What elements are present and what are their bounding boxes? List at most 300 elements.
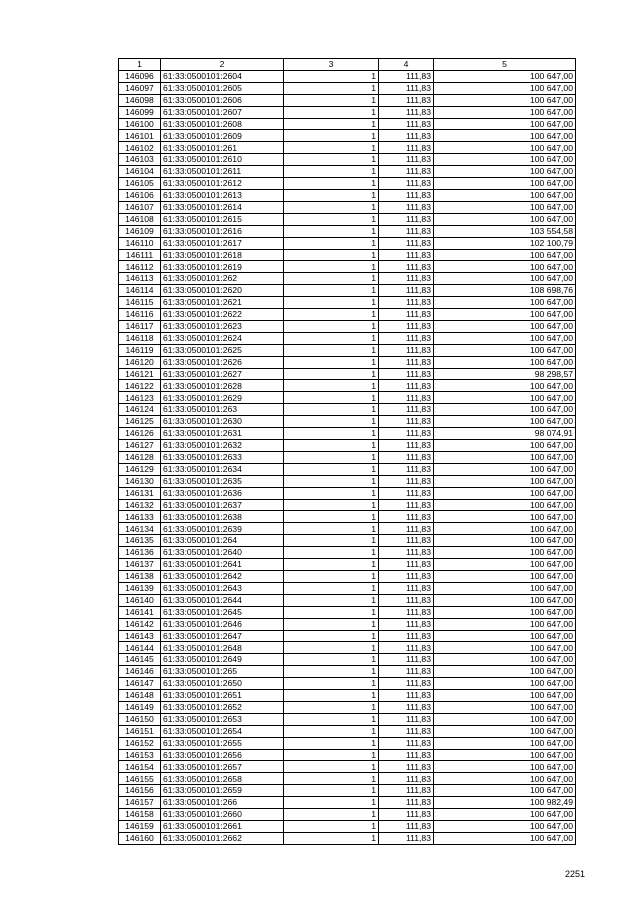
table-row <box>119 285 576 297</box>
row-id-cell: 146129 <box>119 463 161 475</box>
cadastral-number-cell: 61:33:0500101:2612 <box>161 178 284 190</box>
area-cell: 111,83 <box>379 725 434 737</box>
page-number: 2251 <box>564 869 585 879</box>
value-cell: 100 647,00 <box>434 273 576 285</box>
area-cell: 111,83 <box>379 618 434 630</box>
row-id-cell: 146133 <box>119 511 161 523</box>
value-cell: 100 647,00 <box>434 249 576 261</box>
row-id-cell: 146106 <box>119 189 161 201</box>
count-cell: 1 <box>284 201 379 213</box>
row-id-cell: 146144 <box>119 642 161 654</box>
count-cell: 1 <box>284 463 379 475</box>
row-id-cell: 146124 <box>119 404 161 416</box>
row-id-cell: 146139 <box>119 582 161 594</box>
table-row <box>119 463 576 475</box>
count-cell: 1 <box>284 630 379 642</box>
value-cell: 100 647,00 <box>434 451 576 463</box>
value-cell: 100 647,00 <box>434 678 576 690</box>
cadastral-number-cell: 61:33:0500101:2605 <box>161 82 284 94</box>
area-cell: 111,83 <box>379 297 434 309</box>
table-row <box>119 725 576 737</box>
value-cell: 100 647,00 <box>434 594 576 606</box>
cadastral-number-cell: 61:33:0500101:266 <box>161 797 284 809</box>
count-cell: 1 <box>284 570 379 582</box>
table-row <box>119 547 576 559</box>
count-cell: 1 <box>284 559 379 571</box>
row-id-cell: 146118 <box>119 332 161 344</box>
table-row <box>119 94 576 106</box>
cadastral-number-cell: 61:33:0500101:261 <box>161 142 284 154</box>
table-row <box>119 249 576 261</box>
row-id-cell: 146153 <box>119 749 161 761</box>
header-row <box>119 59 576 71</box>
count-cell: 1 <box>284 142 379 154</box>
cadastral-number-cell: 61:33:0500101:2621 <box>161 297 284 309</box>
row-id-cell: 146126 <box>119 428 161 440</box>
cadastral-number-cell: 61:33:0500101:2620 <box>161 285 284 297</box>
table-row <box>119 785 576 797</box>
cadastral-number-cell: 61:33:0500101:2644 <box>161 594 284 606</box>
table-row <box>119 535 576 547</box>
count-cell: 1 <box>284 832 379 844</box>
row-id-cell: 146111 <box>119 249 161 261</box>
value-cell: 100 647,00 <box>434 737 576 749</box>
count-cell: 1 <box>284 725 379 737</box>
count-cell: 1 <box>284 189 379 201</box>
area-cell: 111,83 <box>379 570 434 582</box>
row-id-cell: 146148 <box>119 690 161 702</box>
cadastral-number-cell: 61:33:0500101:2651 <box>161 690 284 702</box>
table-row <box>119 594 576 606</box>
area-cell: 111,83 <box>379 154 434 166</box>
value-cell: 100 647,00 <box>434 297 576 309</box>
value-cell: 100 647,00 <box>434 666 576 678</box>
table-row <box>119 213 576 225</box>
cadastral-number-cell: 61:33:0500101:2638 <box>161 511 284 523</box>
cadastral-number-cell: 61:33:0500101:2627 <box>161 368 284 380</box>
row-id-cell: 146136 <box>119 547 161 559</box>
cadastral-number-cell: 61:33:0500101:2607 <box>161 106 284 118</box>
cadastral-number-cell: 61:33:0500101:2647 <box>161 630 284 642</box>
table-row <box>119 320 576 332</box>
area-cell: 111,83 <box>379 237 434 249</box>
value-cell: 100 647,00 <box>434 189 576 201</box>
count-cell: 1 <box>284 416 379 428</box>
count-cell: 1 <box>284 428 379 440</box>
area-cell: 111,83 <box>379 499 434 511</box>
cadastral-number-cell: 61:33:0500101:2630 <box>161 416 284 428</box>
area-cell: 111,83 <box>379 559 434 571</box>
row-id-cell: 146097 <box>119 82 161 94</box>
table-row <box>119 761 576 773</box>
value-cell: 100 647,00 <box>434 94 576 106</box>
cadastral-number-cell: 61:33:0500101:2626 <box>161 356 284 368</box>
area-cell: 111,83 <box>379 285 434 297</box>
row-id-cell: 146105 <box>119 178 161 190</box>
row-id-cell: 146123 <box>119 392 161 404</box>
value-cell: 100 647,00 <box>434 261 576 273</box>
row-id-cell: 146140 <box>119 594 161 606</box>
area-cell: 111,83 <box>379 440 434 452</box>
table-header <box>119 59 576 71</box>
table-row <box>119 749 576 761</box>
row-id-cell: 146109 <box>119 225 161 237</box>
count-cell: 1 <box>284 582 379 594</box>
value-cell: 100 647,00 <box>434 213 576 225</box>
row-id-cell: 146107 <box>119 201 161 213</box>
value-cell: 100 647,00 <box>434 380 576 392</box>
value-cell: 100 647,00 <box>434 618 576 630</box>
row-id-cell: 146134 <box>119 523 161 535</box>
count-cell: 1 <box>284 785 379 797</box>
cadastral-number-cell: 61:33:0500101:2641 <box>161 559 284 571</box>
cadastral-number-cell: 61:33:0500101:2608 <box>161 118 284 130</box>
table-row <box>119 261 576 273</box>
value-cell: 100 647,00 <box>434 332 576 344</box>
count-cell: 1 <box>284 511 379 523</box>
area-cell: 111,83 <box>379 535 434 547</box>
area-cell: 111,83 <box>379 511 434 523</box>
area-cell: 111,83 <box>379 273 434 285</box>
row-id-cell: 146104 <box>119 166 161 178</box>
table-row <box>119 690 576 702</box>
cadastral-number-cell: 61:33:0500101:2650 <box>161 678 284 690</box>
table-row <box>119 404 576 416</box>
count-cell: 1 <box>284 749 379 761</box>
cadastral-number-cell: 61:33:0500101:2622 <box>161 309 284 321</box>
value-cell: 100 647,00 <box>434 463 576 475</box>
row-id-cell: 146151 <box>119 725 161 737</box>
value-cell: 98 074,91 <box>434 428 576 440</box>
value-cell: 103 554,58 <box>434 225 576 237</box>
table-row <box>119 511 576 523</box>
value-cell: 100 647,00 <box>434 309 576 321</box>
cadastral-number-cell: 61:33:0500101:2639 <box>161 523 284 535</box>
table-row <box>119 106 576 118</box>
count-cell: 1 <box>284 654 379 666</box>
area-cell: 111,83 <box>379 594 434 606</box>
count-cell: 1 <box>284 451 379 463</box>
cadastral-number-cell: 61:33:0500101:2653 <box>161 713 284 725</box>
cadastral-number-cell: 61:33:0500101:2611 <box>161 166 284 178</box>
value-cell: 100 647,00 <box>434 606 576 618</box>
table-row <box>119 487 576 499</box>
row-id-cell: 146145 <box>119 654 161 666</box>
value-cell: 100 647,00 <box>434 809 576 821</box>
area-cell: 111,83 <box>379 821 434 833</box>
count-cell: 1 <box>284 118 379 130</box>
value-cell: 100 647,00 <box>434 475 576 487</box>
value-cell: 100 647,00 <box>434 642 576 654</box>
row-id-cell: 146115 <box>119 297 161 309</box>
value-cell: 100 647,00 <box>434 416 576 428</box>
table-row <box>119 130 576 142</box>
table-row <box>119 582 576 594</box>
row-id-cell: 146127 <box>119 440 161 452</box>
value-cell: 100 647,00 <box>434 654 576 666</box>
area-cell: 111,83 <box>379 606 434 618</box>
value-cell: 100 647,00 <box>434 559 576 571</box>
cadastral-number-cell: 61:33:0500101:2623 <box>161 320 284 332</box>
count-cell: 1 <box>284 618 379 630</box>
table-row <box>119 309 576 321</box>
table-row <box>119 428 576 440</box>
value-cell: 100 647,00 <box>434 392 576 404</box>
table-row <box>119 618 576 630</box>
row-id-cell: 146119 <box>119 344 161 356</box>
row-id-cell: 146158 <box>119 809 161 821</box>
area-cell: 111,83 <box>379 189 434 201</box>
row-id-cell: 146100 <box>119 118 161 130</box>
count-cell: 1 <box>284 773 379 785</box>
value-cell: 100 647,00 <box>434 82 576 94</box>
area-cell: 111,83 <box>379 797 434 809</box>
area-cell: 111,83 <box>379 690 434 702</box>
count-cell: 1 <box>284 701 379 713</box>
row-id-cell: 146114 <box>119 285 161 297</box>
cadastral-number-cell: 61:33:0500101:2629 <box>161 392 284 404</box>
cadastral-number-cell: 61:33:0500101:2662 <box>161 832 284 844</box>
row-id-cell: 146159 <box>119 821 161 833</box>
area-cell: 111,83 <box>379 666 434 678</box>
table-body <box>119 70 576 844</box>
count-cell: 1 <box>284 130 379 142</box>
data-table <box>118 58 576 845</box>
table-row <box>119 166 576 178</box>
table-row <box>119 344 576 356</box>
count-cell: 1 <box>284 70 379 82</box>
count-cell: 1 <box>284 356 379 368</box>
value-cell: 100 647,00 <box>434 547 576 559</box>
area-cell: 111,83 <box>379 832 434 844</box>
value-cell: 100 647,00 <box>434 630 576 642</box>
table-row <box>119 82 576 94</box>
area-cell: 111,83 <box>379 166 434 178</box>
area-cell: 111,83 <box>379 678 434 690</box>
table-row <box>119 499 576 511</box>
count-cell: 1 <box>284 594 379 606</box>
area-cell: 111,83 <box>379 654 434 666</box>
area-cell: 111,83 <box>379 523 434 535</box>
table-row <box>119 821 576 833</box>
count-cell: 1 <box>284 225 379 237</box>
table-row <box>119 70 576 82</box>
cadastral-number-cell: 61:33:0500101:2617 <box>161 237 284 249</box>
cadastral-number-cell: 61:33:0500101:2604 <box>161 70 284 82</box>
row-id-cell: 146110 <box>119 237 161 249</box>
cadastral-number-cell: 61:33:0500101:2640 <box>161 547 284 559</box>
area-cell: 111,83 <box>379 261 434 273</box>
area-cell: 111,83 <box>379 309 434 321</box>
count-cell: 1 <box>284 547 379 559</box>
count-cell: 1 <box>284 475 379 487</box>
area-cell: 111,83 <box>379 213 434 225</box>
table-row <box>119 713 576 725</box>
count-cell: 1 <box>284 690 379 702</box>
count-cell: 1 <box>284 285 379 297</box>
area-cell: 111,83 <box>379 642 434 654</box>
area-cell: 111,83 <box>379 70 434 82</box>
cadastral-number-cell: 61:33:0500101:2649 <box>161 654 284 666</box>
count-cell: 1 <box>284 94 379 106</box>
area-cell: 111,83 <box>379 630 434 642</box>
value-cell: 100 647,00 <box>434 761 576 773</box>
count-cell: 1 <box>284 261 379 273</box>
table-row <box>119 666 576 678</box>
count-cell: 1 <box>284 273 379 285</box>
value-cell: 100 647,00 <box>434 773 576 785</box>
table-row <box>119 642 576 654</box>
table-row <box>119 142 576 154</box>
value-cell: 100 647,00 <box>434 749 576 761</box>
value-cell: 100 982,49 <box>434 797 576 809</box>
area-cell: 111,83 <box>379 737 434 749</box>
value-cell: 100 647,00 <box>434 178 576 190</box>
table-row <box>119 118 576 130</box>
row-id-cell: 146112 <box>119 261 161 273</box>
table-row <box>119 737 576 749</box>
count-cell: 1 <box>284 368 379 380</box>
area-cell: 111,83 <box>379 344 434 356</box>
row-id-cell: 146143 <box>119 630 161 642</box>
area-cell: 111,83 <box>379 475 434 487</box>
value-cell: 100 647,00 <box>434 701 576 713</box>
table-row <box>119 273 576 285</box>
value-cell: 100 647,00 <box>434 154 576 166</box>
area-cell: 111,83 <box>379 249 434 261</box>
cadastral-number-cell: 61:33:0500101:2655 <box>161 737 284 749</box>
table-row <box>119 237 576 249</box>
count-cell: 1 <box>284 678 379 690</box>
cadastral-number-cell: 61:33:0500101:2633 <box>161 451 284 463</box>
table-row <box>119 654 576 666</box>
count-cell: 1 <box>284 797 379 809</box>
row-id-cell: 146160 <box>119 832 161 844</box>
value-cell: 108 698,76 <box>434 285 576 297</box>
value-cell: 100 647,00 <box>434 320 576 332</box>
area-cell: 111,83 <box>379 380 434 392</box>
value-cell: 100 647,00 <box>434 690 576 702</box>
table-row <box>119 178 576 190</box>
count-cell: 1 <box>284 320 379 332</box>
row-id-cell: 146102 <box>119 142 161 154</box>
area-cell: 111,83 <box>379 416 434 428</box>
count-cell: 1 <box>284 809 379 821</box>
cadastral-number-cell: 61:33:0500101:2636 <box>161 487 284 499</box>
value-cell: 100 647,00 <box>434 535 576 547</box>
count-cell: 1 <box>284 82 379 94</box>
table-row <box>119 332 576 344</box>
row-id-cell: 146157 <box>119 797 161 809</box>
value-cell: 100 647,00 <box>434 832 576 844</box>
area-cell: 111,83 <box>379 451 434 463</box>
cadastral-number-cell: 61:33:0500101:2656 <box>161 749 284 761</box>
row-id-cell: 146132 <box>119 499 161 511</box>
value-cell: 100 647,00 <box>434 570 576 582</box>
cadastral-number-cell: 61:33:0500101:2613 <box>161 189 284 201</box>
value-cell: 100 647,00 <box>434 142 576 154</box>
count-cell: 1 <box>284 297 379 309</box>
row-id-cell: 146096 <box>119 70 161 82</box>
column-header-5: 5 <box>434 59 576 71</box>
count-cell: 1 <box>284 499 379 511</box>
value-cell: 100 647,00 <box>434 404 576 416</box>
area-cell: 111,83 <box>379 142 434 154</box>
table-row <box>119 475 576 487</box>
area-cell: 111,83 <box>379 463 434 475</box>
cadastral-number-cell: 61:33:0500101:2610 <box>161 154 284 166</box>
count-cell: 1 <box>284 392 379 404</box>
value-cell: 102 100,79 <box>434 237 576 249</box>
cadastral-number-cell: 61:33:0500101:2615 <box>161 213 284 225</box>
row-id-cell: 146147 <box>119 678 161 690</box>
row-id-cell: 146098 <box>119 94 161 106</box>
area-cell: 111,83 <box>379 392 434 404</box>
value-cell: 100 647,00 <box>434 356 576 368</box>
count-cell: 1 <box>284 523 379 535</box>
count-cell: 1 <box>284 535 379 547</box>
area-cell: 111,83 <box>379 320 434 332</box>
area-cell: 111,83 <box>379 487 434 499</box>
cadastral-number-cell: 61:33:0500101:2658 <box>161 773 284 785</box>
row-id-cell: 146142 <box>119 618 161 630</box>
table-row <box>119 773 576 785</box>
value-cell: 100 647,00 <box>434 821 576 833</box>
value-cell: 100 647,00 <box>434 106 576 118</box>
row-id-cell: 146108 <box>119 213 161 225</box>
table-row <box>119 451 576 463</box>
table-row <box>119 523 576 535</box>
table-row <box>119 606 576 618</box>
area-cell: 111,83 <box>379 785 434 797</box>
row-id-cell: 146141 <box>119 606 161 618</box>
row-id-cell: 146101 <box>119 130 161 142</box>
value-cell: 100 647,00 <box>434 713 576 725</box>
cadastral-number-cell: 61:33:0500101:2632 <box>161 440 284 452</box>
column-header-1: 1 <box>119 59 161 71</box>
table-row <box>119 630 576 642</box>
area-cell: 111,83 <box>379 225 434 237</box>
cadastral-number-cell: 61:33:0500101:2609 <box>161 130 284 142</box>
row-id-cell: 146152 <box>119 737 161 749</box>
area-cell: 111,83 <box>379 713 434 725</box>
count-cell: 1 <box>284 440 379 452</box>
cadastral-number-cell: 61:33:0500101:2637 <box>161 499 284 511</box>
count-cell: 1 <box>284 237 379 249</box>
count-cell: 1 <box>284 713 379 725</box>
cadastral-number-cell: 61:33:0500101:2642 <box>161 570 284 582</box>
cadastral-number-cell: 61:33:0500101:2614 <box>161 201 284 213</box>
count-cell: 1 <box>284 821 379 833</box>
count-cell: 1 <box>284 332 379 344</box>
cadastral-number-cell: 61:33:0500101:264 <box>161 535 284 547</box>
cadastral-number-cell: 61:33:0500101:2646 <box>161 618 284 630</box>
value-cell: 100 647,00 <box>434 118 576 130</box>
count-cell: 1 <box>284 487 379 499</box>
area-cell: 111,83 <box>379 368 434 380</box>
cadastral-number-cell: 61:33:0500101:2654 <box>161 725 284 737</box>
table-row <box>119 440 576 452</box>
row-id-cell: 146135 <box>119 535 161 547</box>
count-cell: 1 <box>284 606 379 618</box>
value-cell: 100 647,00 <box>434 725 576 737</box>
table-row <box>119 201 576 213</box>
row-id-cell: 146117 <box>119 320 161 332</box>
count-cell: 1 <box>284 404 379 416</box>
area-cell: 111,83 <box>379 404 434 416</box>
area-cell: 111,83 <box>379 332 434 344</box>
table-row <box>119 297 576 309</box>
